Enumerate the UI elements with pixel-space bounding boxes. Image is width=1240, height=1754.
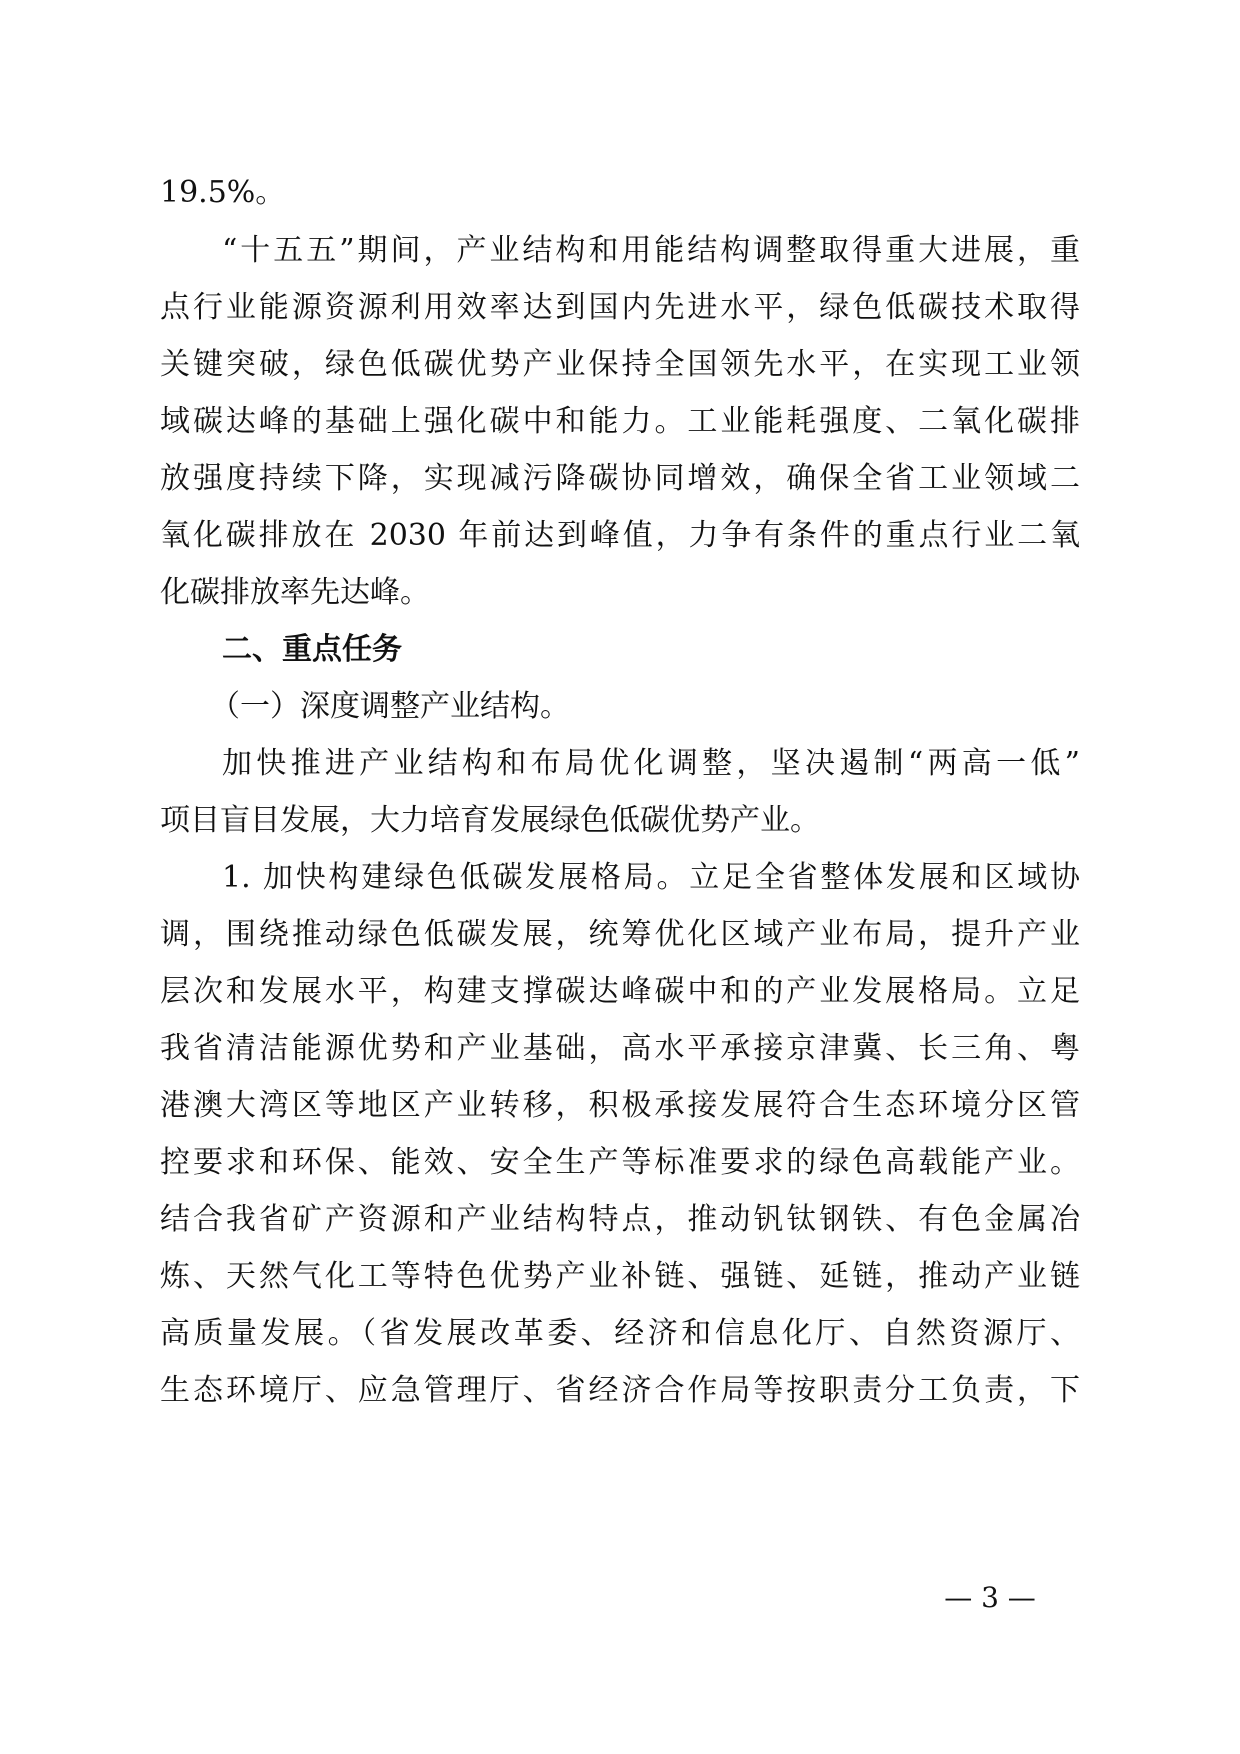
body-line: 高质量发展。（省发展改革委、经济和信息化厅、自然资源厅、 <box>160 1316 1080 1351</box>
body-line: 结合我省矿产资源和产业结构特点，推动钒钛钢铁、有色金属冶 <box>160 1202 1080 1237</box>
body-line: 1. 加快构建绿色低碳发展格局。立足全省整体发展和区域协 <box>222 860 1080 895</box>
body-line: 生态环境厅、应急管理厅、省经济合作局等按职责分工负责，下 <box>160 1373 1080 1408</box>
body-line: 加快推进产业结构和布局优化调整，坚决遏制“两高一低” <box>222 746 1080 781</box>
body-line: 控要求和环保、能效、安全生产等标准要求的绿色高载能产业。 <box>160 1145 1080 1180</box>
body-line: 域碳达峰的基础上强化碳中和能力。工业能耗强度、二氧化碳排 <box>160 404 1080 439</box>
subsection-heading: （一）深度调整产业结构。 <box>210 689 570 724</box>
body-line: 炼、天然气化工等特色优势产业补链、强链、延链，推动产业链 <box>160 1259 1080 1294</box>
body-line: 项目盲目发展，大力培育发展绿色低碳优势产业。 <box>160 803 820 838</box>
body-line-continuation: 19.5%。 <box>160 175 286 210</box>
body-line: 氧化碳排放在 2030 年前达到峰值，力争有条件的重点行业二氧 <box>160 518 1080 553</box>
body-line: 化碳排放率先达峰。 <box>160 575 430 610</box>
body-line: 层次和发展水平，构建支撑碳达峰碳中和的产业发展格局。立足 <box>160 974 1080 1009</box>
body-line: 关键突破，绿色低碳优势产业保持全国领先水平，在实现工业领 <box>160 347 1080 382</box>
section-heading: 二、重点任务 <box>222 632 402 667</box>
page-number: — 3 — <box>944 1581 1036 1614</box>
body-line: 调，围绕推动绿色低碳发展，统筹优化区域产业布局，提升产业 <box>160 917 1080 952</box>
body-line: 我省清洁能源优势和产业基础，高水平承接京津冀、长三角、粤 <box>160 1031 1080 1066</box>
body-line: 港澳大湾区等地区产业转移，积极承接发展符合生态环境分区管 <box>160 1088 1080 1123</box>
body-line: “十五五”期间，产业结构和用能结构调整取得重大进展，重 <box>222 233 1080 268</box>
body-line: 点行业能源资源利用效率达到国内先进水平，绿色低碳技术取得 <box>160 290 1080 325</box>
body-line: 放强度持续下降，实现减污降碳协同增效，确保全省工业领域二 <box>160 461 1080 496</box>
